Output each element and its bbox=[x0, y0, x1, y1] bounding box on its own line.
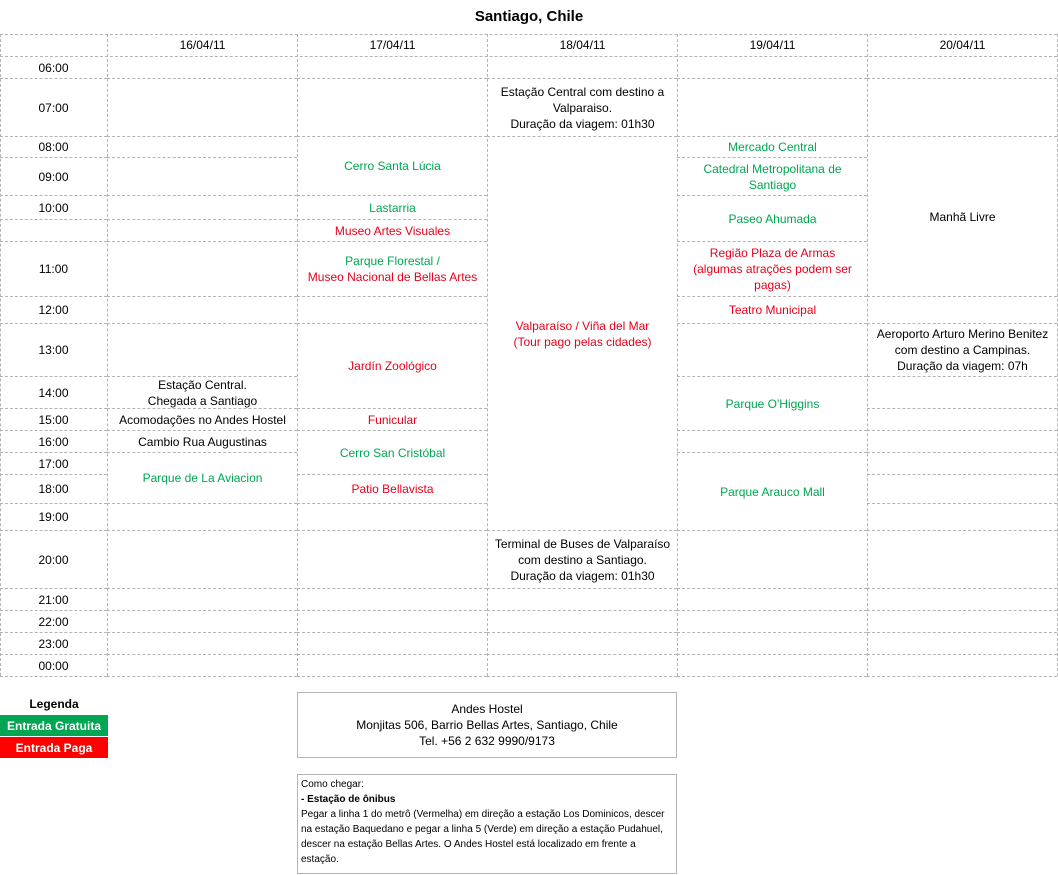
time-label: 21:00 bbox=[38, 592, 69, 607]
event-catedral: Catedral Metropolitana de Santiago bbox=[703, 161, 842, 192]
hostel-address: Monjitas 506, Barrio Bellas Artes, Santiago, Chile bbox=[356, 718, 618, 732]
time-label bbox=[0, 220, 107, 241]
event-estacao-central-valparaiso: Estação Central com destino a Valparaiso. Duração da viagem: 01h30 bbox=[500, 84, 665, 131]
date-header: 20/04/11 bbox=[939, 38, 986, 52]
time-label: 09:00 bbox=[38, 169, 69, 184]
page-title: Santiago, Chile bbox=[474, 8, 584, 25]
event-parque-arauco: Parque Arauco Mall bbox=[720, 484, 825, 499]
event-acomodacoes: Acomodações no Andes Hostel bbox=[119, 412, 286, 427]
time-label: 22:00 bbox=[38, 614, 69, 629]
directions-text: Pegar a linha 1 do metrô (Vermelha) em direção a estação Los Dominicos, descer na estação Baquedano e pegar a linha 5 (Verde) em direção a estação Pudahuel, descer na estação Bellas Artes. O Andes Hostel está localizado em frente a estação. bbox=[301, 809, 665, 865]
time-label: 10:00 bbox=[38, 200, 69, 215]
time-label: 17:00 bbox=[38, 456, 69, 471]
date-header: 16/04/11 bbox=[179, 38, 226, 52]
event-terminal-buses: Terminal de Buses de Valparaíso com destino a Santiago. Duração da viagem: 01h30 bbox=[494, 536, 671, 583]
event-teatro-municipal: Teatro Municipal bbox=[728, 303, 817, 317]
event-aeroporto: Aeroporto Arturo Merino Benitez com destino a Campinas. Duração da viagem: 07h bbox=[876, 327, 1049, 373]
event-valparaiso-vina: Valparaíso / Viña del Mar (Tour pago pelas cidades) bbox=[513, 318, 652, 349]
legend-paid-entry: Entrada Paga bbox=[0, 737, 108, 758]
time-label: 06:00 bbox=[38, 60, 69, 75]
event-museo-bellas-artes: Museo Nacional de Bellas Artes bbox=[307, 270, 478, 284]
directions-box bbox=[297, 774, 677, 874]
hostel-phone: Tel. +56 2 632 9990/9173 bbox=[419, 734, 555, 748]
event-jardin-zoologico: Jardín Zoológico bbox=[348, 359, 437, 373]
time-label: 07:00 bbox=[38, 100, 69, 115]
event-mercado-central: Mercado Central bbox=[728, 140, 817, 154]
event-paseo-ahumada: Paseo Ahumada bbox=[728, 211, 817, 226]
time-label: 12:00 bbox=[38, 303, 69, 317]
hostel-name: Andes Hostel bbox=[451, 702, 523, 716]
time-label: 00:00 bbox=[38, 658, 69, 673]
event-cerro-san-cristobal: Cerro San Cristóbal bbox=[339, 445, 446, 460]
time-label: 14:00 bbox=[38, 385, 69, 400]
event-estacao-central-arrival: Estação Central. Chegada a Santiago bbox=[147, 377, 258, 408]
legend-title: Legenda bbox=[29, 697, 79, 711]
date-header: 19/04/11 bbox=[749, 38, 796, 52]
date-header: 18/04/11 bbox=[559, 38, 606, 52]
time-label: 11:00 bbox=[38, 262, 69, 276]
time-label: 13:00 bbox=[38, 343, 69, 357]
legend-free-entry: Entrada Gratuita bbox=[0, 715, 108, 736]
event-parque-florestal: Parque Florestal / bbox=[345, 254, 440, 268]
event-manha-livre: Manhã Livre bbox=[929, 209, 996, 224]
event-lastarria: Lastarria bbox=[369, 200, 416, 215]
time-label: 20:00 bbox=[38, 552, 69, 567]
event-parque-florestal-museo bbox=[298, 242, 487, 296]
time-label: 16:00 bbox=[38, 434, 69, 449]
event-museo-artes-visuales: Museo Artes Visuales bbox=[334, 223, 451, 238]
directions-subheading: - Estação de ônibus bbox=[301, 794, 396, 805]
time-label: 18:00 bbox=[38, 482, 69, 496]
event-cerro-santa-lucia: Cerro Santa Lúcia bbox=[344, 159, 441, 173]
date-header: 17/04/11 bbox=[369, 38, 416, 52]
time-label: 15:00 bbox=[38, 412, 69, 427]
event-regiao-plaza-armas: Região Plaza de Armas (algumas atrações podem ser pagas) bbox=[693, 246, 852, 292]
event-cambio: Cambio Rua Augustinas bbox=[138, 434, 267, 449]
time-label: 23:00 bbox=[38, 636, 69, 651]
event-patio-bellavista: Patio Bellavista bbox=[351, 482, 434, 496]
event-funicular: Funicular bbox=[367, 412, 418, 427]
directions-heading: Como chegar: bbox=[301, 779, 364, 790]
hostel-info-box bbox=[297, 692, 677, 758]
event-parque-aviacion: Parque de La Aviacion bbox=[142, 471, 263, 485]
time-label: 08:00 bbox=[38, 140, 69, 154]
event-parque-ohiggins: Parque O'Higgins bbox=[725, 396, 820, 411]
time-label: 19:00 bbox=[38, 510, 69, 524]
